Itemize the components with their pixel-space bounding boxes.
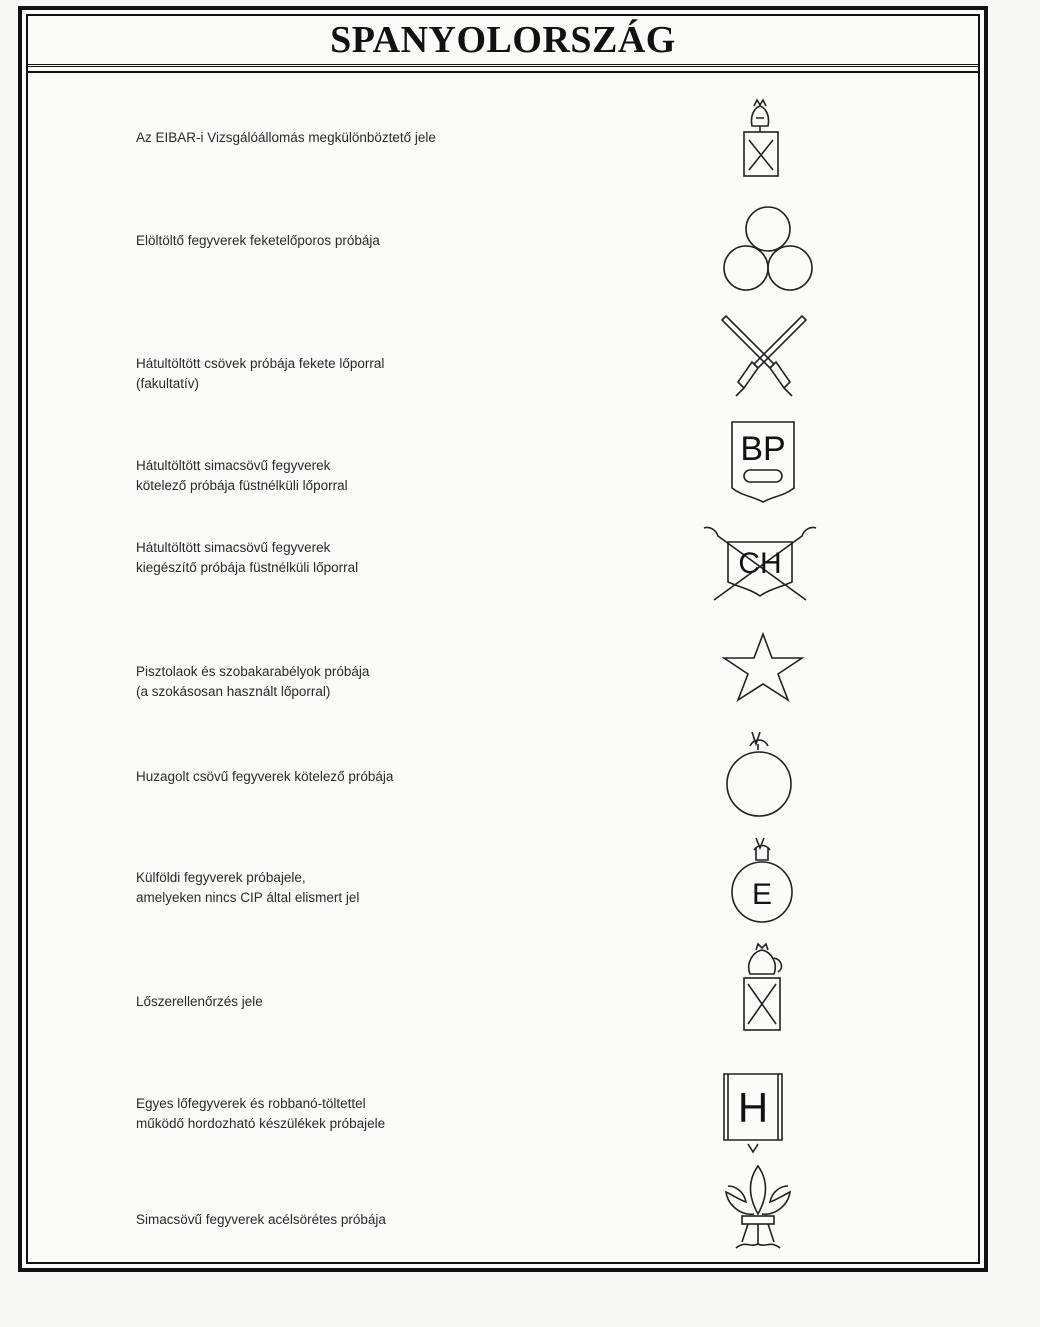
mark-label-breech-smoothbore-supplementary: Hátultöltött simacsövű fegyverek kiegészítő próbája füstnélküli lőporral (136, 540, 359, 575)
mark-label-steel-shot: Simacsövű fegyverek acélsörétes próbája (136, 1212, 386, 1227)
star-icon (720, 630, 806, 702)
title-bar (28, 16, 978, 67)
ch-shield-crossed-swords-icon (698, 524, 822, 604)
page-frame (18, 6, 988, 1272)
mark-label-eibar: Az EIBAR-i Vizsgálóállomás megkülönböztető jele (136, 130, 436, 145)
bp-shield-icon (728, 416, 798, 506)
ch-text: CH (738, 547, 782, 580)
mark-label-special-devices: Egyes lőfegyverek és robbanó-töltettel működő hordozható készülékek próbajele (136, 1096, 386, 1131)
fleur-de-lis-icon (716, 1162, 800, 1254)
inner-frame (26, 14, 980, 1264)
h-text: H (737, 1084, 769, 1131)
three-circles-icon (720, 204, 816, 296)
e-text: E (751, 878, 773, 911)
crowned-bust-x-shield-icon (730, 96, 790, 186)
mark-label-foreign: Külföldi fegyverek próbajele, amelyeken nincs CIP által elismert jel (136, 870, 360, 905)
h-shield-icon (718, 1068, 788, 1156)
bust-x-shield-icon (732, 938, 792, 1034)
mark-label-pistols: Pisztolaok és szobakarabélyok próbája (a szokásosan használt lőporral) (136, 664, 370, 699)
mark-label-muzzleloader: Elöltöltő fegyverek feketelőporos próbája (136, 233, 380, 248)
pomegranate-icon (724, 728, 794, 820)
pomegranate-e-icon (726, 834, 796, 926)
mark-label-breechloader-black: Hátultöltött csövek próbája fekete lőporral (fakultatív) (136, 356, 385, 391)
mark-label-ammunition: Lőszerellenőrzés jele (136, 994, 263, 1009)
crossed-rifles-icon (716, 312, 812, 402)
mark-label-rifled: Huzagolt csövű fegyverek kötelező próbája (136, 769, 394, 784)
mark-label-breech-smoothbore-mandatory: Hátultöltött simacsövű fegyverek kötelező próbája füstnélküli lőporral (136, 458, 348, 493)
page-title: SPANYOLORSZÁG (330, 19, 676, 61)
bp-text: BP (740, 430, 786, 468)
